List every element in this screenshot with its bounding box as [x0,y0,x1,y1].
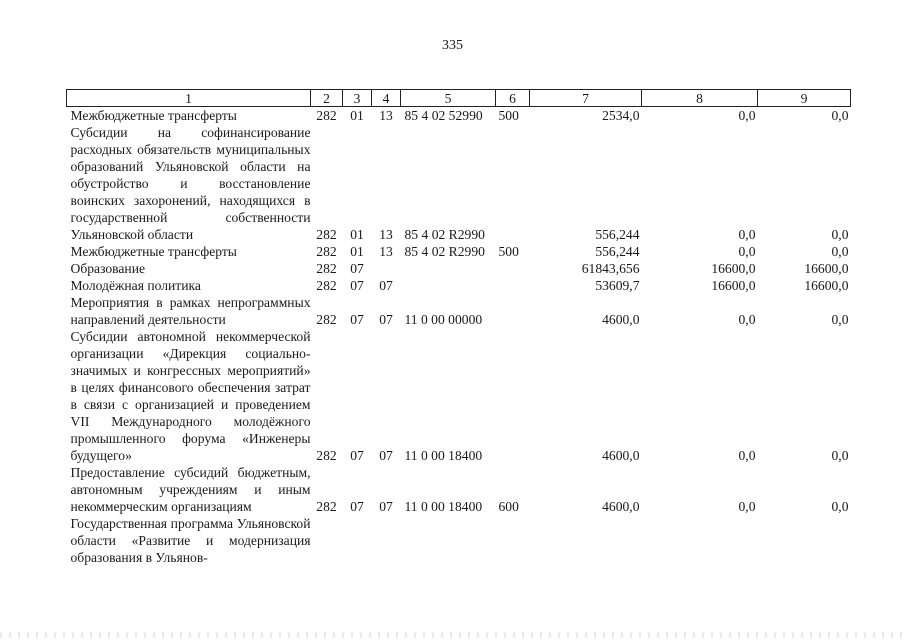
cell-section: 07 [350,499,364,514]
cell-section: 01 [350,244,364,259]
cell-name: Субсидии автономной некоммерческой организации «Дирекция социально-значимых и конгрессных мероприятий» в целях финансового обеспечения затрат в связи с организацией и проведением VII Международного молодёжного промышленного форума «Инженеры будущего» [70,329,311,463]
cell-section [343,515,372,566]
cell-amount-col7: 61843,656 [581,261,640,276]
budget-table [66,89,851,566]
table-row [67,260,851,277]
cell-name: Мероприятия в рамках непрограммных направлений деятельности [70,295,311,327]
cell-amount-col9 [758,515,851,566]
cell-subsection: 07 [379,278,393,293]
cell-amount-col9: 0,0 [831,244,849,259]
cell-amount-col8: 0,0 [738,499,756,514]
cell-expense-type: 500 [498,108,519,123]
cell-amount-col7: 4600,0 [602,312,640,327]
scan-noise [0,632,905,638]
cell-name: Государственная программа Ульяновской области «Развитие и модернизация образования в Ульянов- [70,516,311,565]
cell-amount-col7 [530,515,642,566]
cell-amount-col8: 0,0 [738,448,756,463]
cell-amount-col9: 0,0 [831,108,849,123]
cell-ministry: 282 [316,261,337,276]
header-col-6: 6 [496,90,530,107]
cell-subsection: 13 [379,108,393,123]
header-col-5: 5 [401,90,496,107]
cell-subsection [372,515,401,566]
cell-ministry: 282 [316,312,337,327]
table-row [67,464,851,515]
cell-target-article: 85 4 02 R2990 [404,227,485,242]
cell-ministry: 282 [316,108,337,123]
table-row [67,294,851,328]
cell-section: 07 [350,261,364,276]
table-row [67,243,851,260]
cell-amount-col9: 16600,0 [804,261,849,276]
cell-amount-col9: 0,0 [831,312,849,327]
table-header [67,90,851,107]
cell-section: 07 [350,278,364,293]
header-col-3: 3 [343,90,372,107]
header-col-1: 1 [67,90,311,107]
cell-name: Молодёжная политика [70,278,201,293]
cell-name: Межбюджетные трансферты [70,244,237,259]
cell-amount-col8 [642,515,758,566]
cell-section: 01 [350,108,364,123]
cell-section: 07 [350,312,364,327]
header-col-7: 7 [530,90,642,107]
cell-amount-col8: 0,0 [738,108,756,123]
cell-amount-col7: 556,244 [595,227,640,242]
cell-subsection: 07 [379,312,393,327]
table-body [67,107,851,567]
cell-expense-type [496,277,530,294]
table-row [67,328,851,464]
cell-amount-col8: 0,0 [738,244,756,259]
cell-name: Образование [70,261,146,276]
cell-amount-col8: 0,0 [738,312,756,327]
cell-amount-col9: 0,0 [831,227,849,242]
cell-section: 07 [350,448,364,463]
cell-ministry: 282 [316,278,337,293]
cell-target-article [401,260,496,277]
cell-target-article: 11 0 00 00000 [404,312,483,327]
cell-amount-col8: 16600,0 [711,261,756,276]
cell-expense-type: 600 [498,499,519,514]
cell-name: Межбюджетные трансферты [70,108,237,123]
table-row [67,515,851,566]
cell-subsection [372,260,401,277]
cell-amount-col7: 556,244 [595,244,640,259]
cell-section: 01 [350,227,364,242]
cell-name: Субсидии на софинансирование расходных обязательств муниципальных образований Ульяновской области на обустройство и восстановление воинских захоронений, находящихся в государственной собственности Ульяновской области [70,125,311,242]
cell-expense-type [496,260,530,277]
cell-target-article: 11 0 00 18400 [404,499,483,514]
cell-subsection: 13 [379,227,393,242]
cell-subsection: 07 [379,448,393,463]
cell-target-article [401,277,496,294]
cell-amount-col9: 0,0 [831,448,849,463]
cell-amount-col8: 16600,0 [711,278,756,293]
header-col-4: 4 [372,90,401,107]
cell-target-article: 85 4 02 R2990 [404,244,485,259]
table-row [67,107,851,125]
cell-ministry: 282 [316,448,337,463]
cell-amount-col9: 0,0 [831,499,849,514]
cell-amount-col8: 0,0 [738,227,756,242]
cell-target-article: 85 4 02 52990 [404,108,483,123]
table-row [67,277,851,294]
cell-ministry: 282 [316,227,337,242]
cell-name: Предоставление субсидий бюджетным, автономным учреждениям и иным некоммерческим организациям [70,465,311,514]
header-col-9: 9 [758,90,851,107]
cell-amount-col7: 2534,0 [602,108,640,123]
cell-amount-col7: 53609,7 [595,278,640,293]
cell-ministry: 282 [316,499,337,514]
cell-ministry: 282 [316,244,337,259]
cell-amount-col9: 16600,0 [804,278,849,293]
cell-expense-type: 500 [498,244,519,259]
cell-amount-col7: 4600,0 [602,448,640,463]
cell-amount-col7: 4600,0 [602,499,640,514]
cell-target-article [401,515,496,566]
cell-subsection: 13 [379,244,393,259]
page-number: 335 [442,38,463,53]
cell-target-article: 11 0 00 18400 [404,448,483,463]
cell-subsection: 07 [379,499,393,514]
cell-expense-type [496,515,530,566]
cell-expense-type [496,328,530,464]
budget-table-container [66,89,850,566]
cell-ministry [311,515,343,566]
cell-expense-type [496,124,530,243]
header-row [67,90,851,107]
header-col-2: 2 [311,90,343,107]
cell-expense-type [496,294,530,328]
header-col-8: 8 [642,90,758,107]
table-row [67,124,851,243]
